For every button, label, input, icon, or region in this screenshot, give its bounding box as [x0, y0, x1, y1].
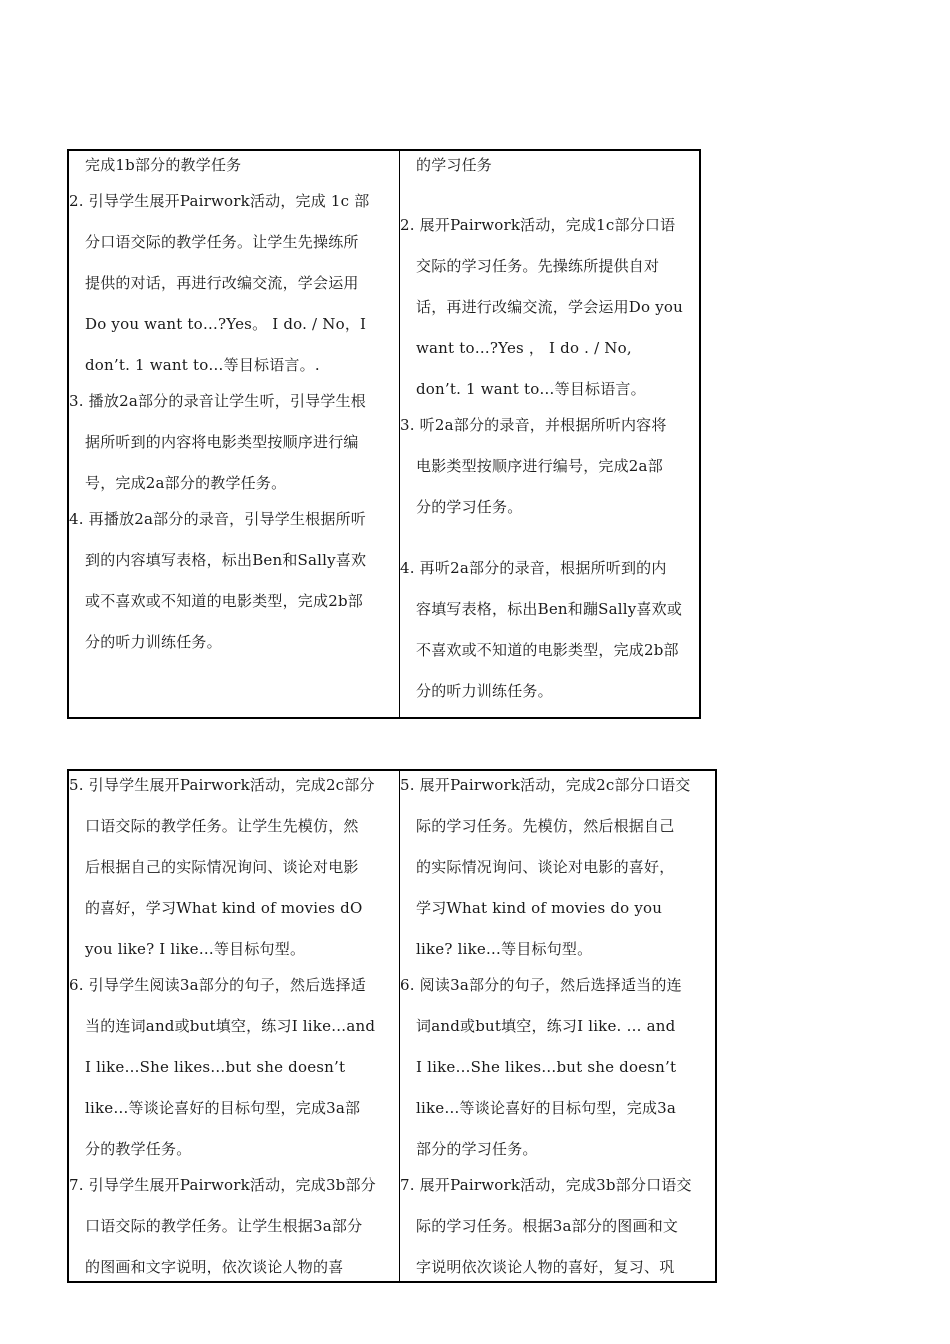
teacher-activity-column — [69, 151, 399, 717]
text-line: 6. 阅读3a部分的句子，然后选择适当的连 — [400, 976, 682, 994]
text-line: 词and或but填空，练习I like. … and — [416, 1017, 676, 1035]
text-line: want to…?Yes ， I do . / No, — [416, 339, 632, 357]
text-line: 4. 再听2a部分的录音，根据所听到的内 — [400, 559, 667, 577]
text-line: 的喜好，学习What kind of movies dO — [85, 899, 363, 917]
lesson-table-1 — [67, 149, 701, 719]
text-line: like…等谈论喜好的目标句型，完成3a部 — [85, 1099, 361, 1117]
text-line: I like…She likes…but she doesn’t — [416, 1058, 677, 1076]
student-activity-column — [400, 151, 701, 717]
text-line: 3. 听2a部分的录音，并根据所听内容将 — [400, 416, 667, 434]
text-line: 际的学习任务。根据3a部分的图画和文 — [416, 1217, 679, 1235]
text-line: 字说明依次谈论人物的喜好，复习、巩 — [416, 1258, 675, 1276]
text-line: 完成1b部分的教学任务 — [85, 156, 242, 174]
teacher-activity-column — [69, 771, 399, 1281]
text-line: 的实际情况询问、谈论对电影的喜好， — [416, 858, 675, 876]
text-line: 3. 播放2a部分的录音让学生听，引导学生根 — [69, 392, 366, 410]
text-line: 不喜欢或不知道的电影类型，完成2b部 — [416, 641, 679, 659]
text-line: 或不喜欢或不知道的电影类型，完成2b部 — [85, 592, 363, 610]
text-line: 部分的学习任务。 — [416, 1140, 538, 1158]
text-line: 7. 引导学生展开Pairwork活动，完成3b部分 — [69, 1176, 376, 1194]
student-activity-column — [400, 771, 717, 1281]
text-line: 分的学习任务。 — [416, 498, 523, 516]
text-line: 话，再进行改编交流，学会运用Do you — [416, 298, 683, 316]
text-line: like? like…等目标句型。 — [416, 940, 593, 958]
text-line: 电影类型按顺序进行编号，完成2a部 — [416, 457, 663, 475]
text-line: 分的听力训练任务。 — [85, 633, 222, 651]
text-line: like…等谈论喜好的目标句型，完成3a — [416, 1099, 677, 1117]
text-line: 6. 引导学生阅读3a部分的句子，然后选择适 — [69, 976, 366, 994]
text-line: 5. 展开Pairwork活动，完成2c部分口语交 — [400, 776, 691, 794]
text-line: 学习What kind of movies do you — [416, 899, 663, 917]
text-line: 据所听到的内容将电影类型按顺序进行编 — [85, 433, 359, 451]
text-line: 7. 展开Pairwork活动，完成3b部分口语交 — [400, 1176, 692, 1194]
text-line: 到的内容填写表格，标出Ben和Sally喜欢 — [85, 551, 367, 569]
text-line: 后根据自己的实际情况询问、谈论对电影 — [85, 858, 359, 876]
text-line: 口语交际的教学任务。让学生根据3a部分 — [85, 1217, 363, 1235]
text-line: 际的学习任务。先模仿，然后根据自己 — [416, 817, 675, 835]
text-line: 2. 展开Pairwork活动，完成1c部分口语 — [400, 216, 676, 234]
text-line: 的学习任务 — [416, 156, 493, 174]
text-line: 4. 再播放2a部分的录音，引导学生根据所听 — [69, 510, 366, 528]
text-line: 分的听力训练任务。 — [416, 682, 553, 700]
text-line: 容填写表格，标出Ben和蹦Sally喜欢或 — [416, 600, 683, 618]
text-line: don’t. 1 want to…等目标语言。 — [416, 380, 646, 398]
text-line: 分的教学任务。 — [85, 1140, 192, 1158]
text-line: 5. 引导学生展开Pairwork活动，完成2c部分 — [69, 776, 375, 794]
text-line: 的图画和文字说明，依次谈论人物的喜 — [85, 1258, 344, 1276]
text-line: 当的连词and或but填空，练习I like…and — [85, 1017, 376, 1035]
text-line: don’t. 1 want to…等目标语言。. — [85, 356, 320, 374]
text-line: Do you want to…?Yes。 I do. / No，I — [85, 315, 367, 333]
text-line: you like? I like…等目标句型。 — [85, 940, 306, 958]
text-line: 提供的对话，再进行改编交流，学会运用 — [85, 274, 359, 292]
text-line: 分口语交际的教学任务。让学生先操练所 — [85, 233, 359, 251]
text-line: 号，完成2a部分的教学任务。 — [85, 474, 287, 492]
text-line: 2. 引导学生展开Pairwork活动，完成 1c 部 — [69, 192, 370, 210]
text-line: 交际的学习任务。先操练所提供自对 — [416, 257, 660, 275]
text-line: I like…She likes…but she doesn’t — [85, 1058, 346, 1076]
text-line: 口语交际的教学任务。让学生先模仿，然 — [85, 817, 359, 835]
lesson-table-2 — [67, 769, 717, 1283]
